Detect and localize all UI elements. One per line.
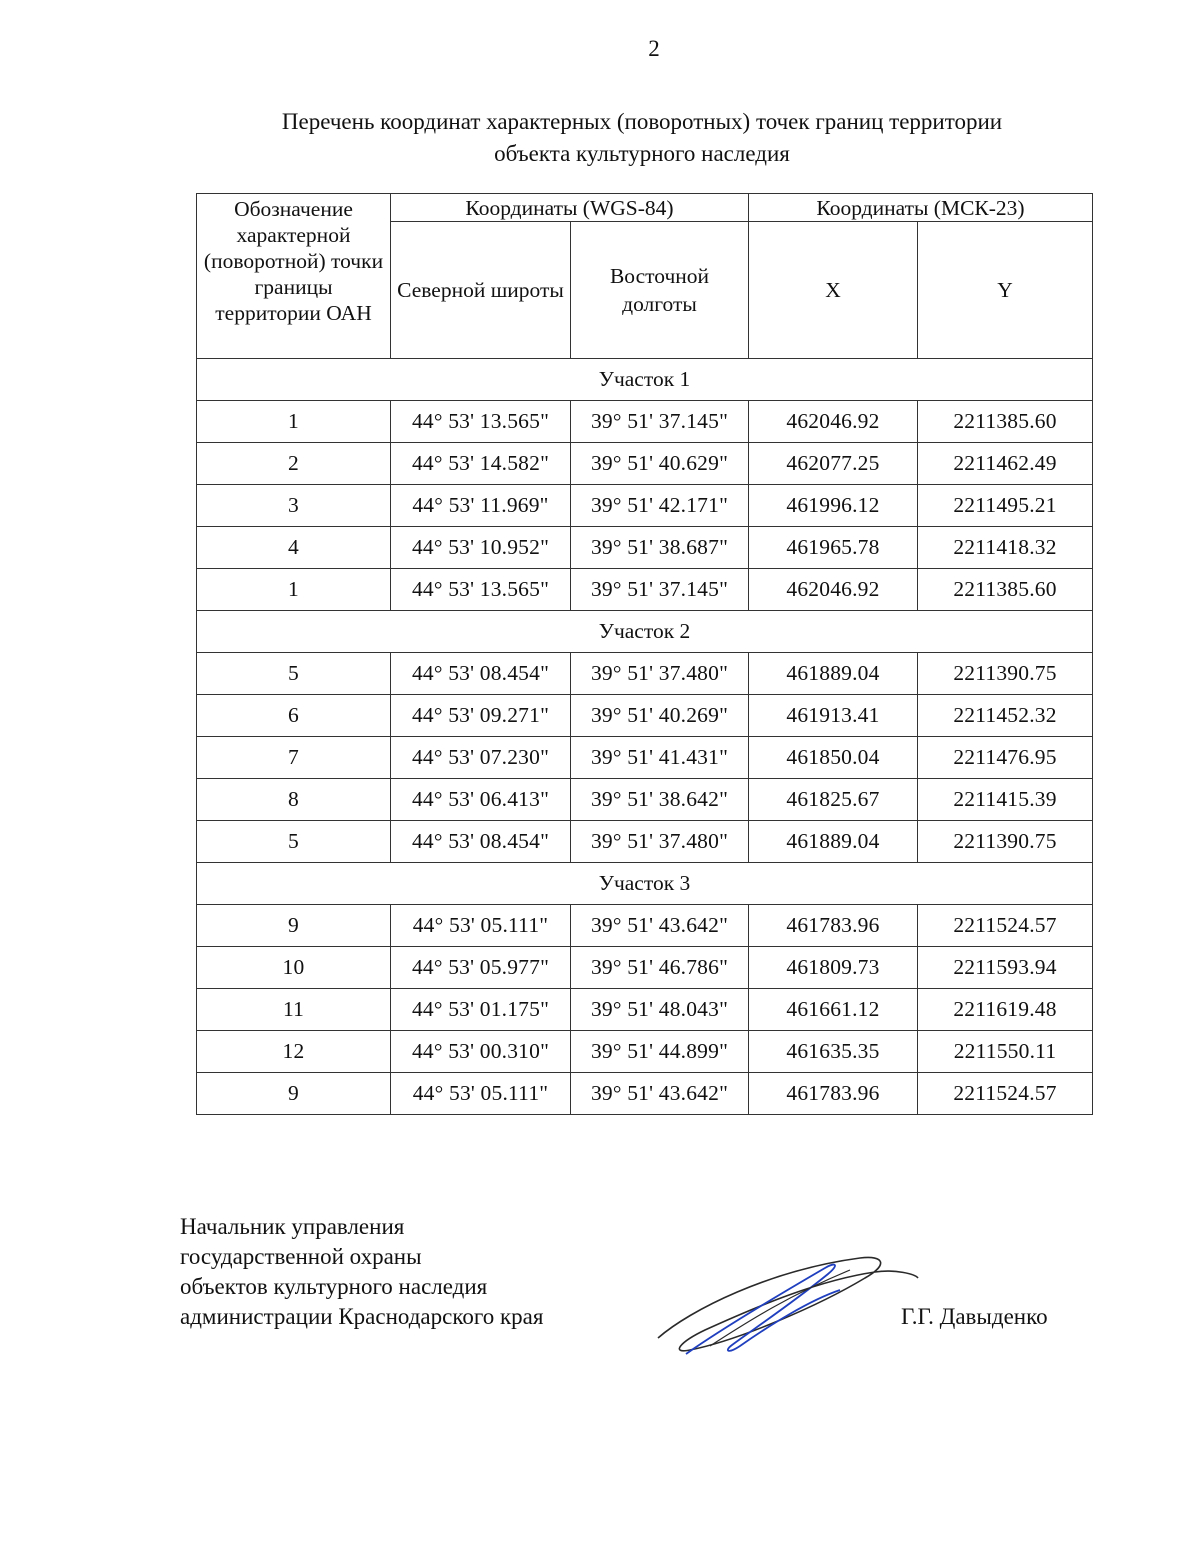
section-row xyxy=(197,359,1093,401)
table-row xyxy=(197,653,1093,695)
point-number-cell: 8 xyxy=(197,779,391,821)
north-latitude-cell: 44° 53' 13.565" xyxy=(391,401,571,443)
north-latitude-cell: 44° 53' 08.454" xyxy=(391,653,571,695)
y-coordinate-cell: 2211415.39 xyxy=(918,779,1093,821)
section-title: Участок 3 xyxy=(197,863,1093,905)
table-row xyxy=(197,779,1093,821)
north-latitude-cell: 44° 53' 10.952" xyxy=(391,527,571,569)
table-row xyxy=(197,401,1093,443)
table-row xyxy=(197,737,1093,779)
north-latitude-cell: 44° 53' 05.977" xyxy=(391,947,571,989)
document-title-line-1: Перечень координат характерных (поворотных) точек границ территории xyxy=(281,109,1003,134)
north-latitude-cell: 44° 53' 13.565" xyxy=(391,569,571,611)
north-latitude-cell: 44° 53' 14.582" xyxy=(391,443,571,485)
point-number-cell: 3 xyxy=(197,485,391,527)
x-coordinate-cell: 461889.04 xyxy=(749,821,918,863)
table-row xyxy=(197,695,1093,737)
north-latitude-cell: 44° 53' 00.310" xyxy=(391,1031,571,1073)
north-latitude-cell: 44° 53' 09.271" xyxy=(391,695,571,737)
east-longitude-cell: 39° 51' 38.687" xyxy=(571,527,749,569)
point-number-cell: 1 xyxy=(197,401,391,443)
header-point-designation: Обозначение характерной (поворотной) точки границы территории ОАН xyxy=(197,194,391,359)
y-coordinate-cell: 2211452.32 xyxy=(918,695,1093,737)
signatory-name: Г.Г. Давыденко xyxy=(901,1304,1048,1329)
point-number-cell: 10 xyxy=(197,947,391,989)
table-row xyxy=(197,569,1093,611)
table-row xyxy=(197,821,1093,863)
east-longitude-cell: 39° 51' 43.642" xyxy=(571,905,749,947)
y-coordinate-cell: 2211385.60 xyxy=(918,401,1093,443)
east-longitude-cell: 39° 51' 41.431" xyxy=(571,737,749,779)
north-latitude-cell: 44° 53' 08.454" xyxy=(391,821,571,863)
y-coordinate-cell: 2211418.32 xyxy=(918,527,1093,569)
y-coordinate-cell: 2211385.60 xyxy=(918,569,1093,611)
x-coordinate-cell: 461809.73 xyxy=(749,947,918,989)
page-number: 2 xyxy=(648,36,660,61)
section-title: Участок 2 xyxy=(197,611,1093,653)
east-longitude-cell: 39° 51' 37.480" xyxy=(571,653,749,695)
y-coordinate-cell: 2211390.75 xyxy=(918,653,1093,695)
table-row xyxy=(197,947,1093,989)
header-x: X xyxy=(749,222,918,359)
signatory-position xyxy=(180,1212,543,1332)
north-latitude-cell: 44° 53' 11.969" xyxy=(391,485,571,527)
section-row xyxy=(197,863,1093,905)
point-number-cell: 1 xyxy=(197,569,391,611)
handwritten-signature xyxy=(650,1250,920,1360)
point-number-cell: 9 xyxy=(197,1073,391,1115)
east-longitude-cell: 39° 51' 44.899" xyxy=(571,1031,749,1073)
signature-stroke xyxy=(686,1265,840,1354)
table-row xyxy=(197,905,1093,947)
north-latitude-cell: 44° 53' 01.175" xyxy=(391,989,571,1031)
x-coordinate-cell: 461850.04 xyxy=(749,737,918,779)
x-coordinate-cell: 461783.96 xyxy=(749,1073,918,1115)
north-latitude-cell: 44° 53' 07.230" xyxy=(391,737,571,779)
east-longitude-cell: 39° 51' 40.269" xyxy=(571,695,749,737)
north-latitude-cell: 44° 53' 05.111" xyxy=(391,1073,571,1115)
y-coordinate-cell: 2211462.49 xyxy=(918,443,1093,485)
point-number-cell: 11 xyxy=(197,989,391,1031)
x-coordinate-cell: 461635.35 xyxy=(749,1031,918,1073)
signatory-position-line: объектов культурного наследия xyxy=(180,1274,488,1299)
table-row xyxy=(197,1073,1093,1115)
x-coordinate-cell: 461965.78 xyxy=(749,527,918,569)
table-row xyxy=(197,989,1093,1031)
header-wgs84-group: Координаты (WGS-84) xyxy=(391,194,749,222)
header-north-latitude: Северной широты xyxy=(391,222,571,359)
y-coordinate-cell: 2211390.75 xyxy=(918,821,1093,863)
signatory-position-line: администрации Краснодарского края xyxy=(180,1304,544,1329)
east-longitude-cell: 39° 51' 46.786" xyxy=(571,947,749,989)
signatory-position-line: Начальник управления xyxy=(180,1214,405,1239)
point-number-cell: 12 xyxy=(197,1031,391,1073)
table-row xyxy=(197,485,1093,527)
point-number-cell: 9 xyxy=(197,905,391,947)
x-coordinate-cell: 461889.04 xyxy=(749,653,918,695)
point-number-cell: 2 xyxy=(197,443,391,485)
east-longitude-cell: 39° 51' 43.642" xyxy=(571,1073,749,1115)
section-row xyxy=(197,611,1093,653)
y-coordinate-cell: 2211593.94 xyxy=(918,947,1093,989)
x-coordinate-cell: 462077.25 xyxy=(749,443,918,485)
point-number-cell: 5 xyxy=(197,653,391,695)
x-coordinate-cell: 461825.67 xyxy=(749,779,918,821)
table-row xyxy=(197,443,1093,485)
signatory-position-line: государственной охраны xyxy=(180,1244,422,1269)
y-coordinate-cell: 2211619.48 xyxy=(918,989,1093,1031)
header-east-longitude: Восточной долготы xyxy=(571,222,749,359)
north-latitude-cell: 44° 53' 05.111" xyxy=(391,905,571,947)
y-coordinate-cell: 2211524.57 xyxy=(918,1073,1093,1115)
east-longitude-cell: 39° 51' 37.480" xyxy=(571,821,749,863)
y-coordinate-cell: 2211476.95 xyxy=(918,737,1093,779)
east-longitude-cell: 39° 51' 37.145" xyxy=(571,569,749,611)
east-longitude-cell: 39° 51' 37.145" xyxy=(571,401,749,443)
header-y: Y xyxy=(918,222,1093,359)
section-title: Участок 1 xyxy=(197,359,1093,401)
x-coordinate-cell: 462046.92 xyxy=(749,569,918,611)
x-coordinate-cell: 461996.12 xyxy=(749,485,918,527)
y-coordinate-cell: 2211550.11 xyxy=(918,1031,1093,1073)
document-title-line-2: объекта культурного наследия xyxy=(494,141,790,166)
east-longitude-cell: 39° 51' 40.629" xyxy=(571,443,749,485)
point-number-cell: 4 xyxy=(197,527,391,569)
y-coordinate-cell: 2211524.57 xyxy=(918,905,1093,947)
document-title xyxy=(200,106,1084,170)
north-latitude-cell: 44° 53' 06.413" xyxy=(391,779,571,821)
x-coordinate-cell: 462046.92 xyxy=(749,401,918,443)
x-coordinate-cell: 461783.96 xyxy=(749,905,918,947)
east-longitude-cell: 39° 51' 42.171" xyxy=(571,485,749,527)
point-number-cell: 5 xyxy=(197,821,391,863)
point-number-cell: 7 xyxy=(197,737,391,779)
coordinates-table xyxy=(196,193,1093,1115)
point-number-cell: 6 xyxy=(197,695,391,737)
header-msk23-group: Координаты (МСК-23) xyxy=(749,194,1093,222)
x-coordinate-cell: 461913.41 xyxy=(749,695,918,737)
table-row xyxy=(197,527,1093,569)
table-row xyxy=(197,1031,1093,1073)
east-longitude-cell: 39° 51' 48.043" xyxy=(571,989,749,1031)
y-coordinate-cell: 2211495.21 xyxy=(918,485,1093,527)
east-longitude-cell: 39° 51' 38.642" xyxy=(571,779,749,821)
x-coordinate-cell: 461661.12 xyxy=(749,989,918,1031)
coordinates-table-body xyxy=(197,359,1093,1115)
